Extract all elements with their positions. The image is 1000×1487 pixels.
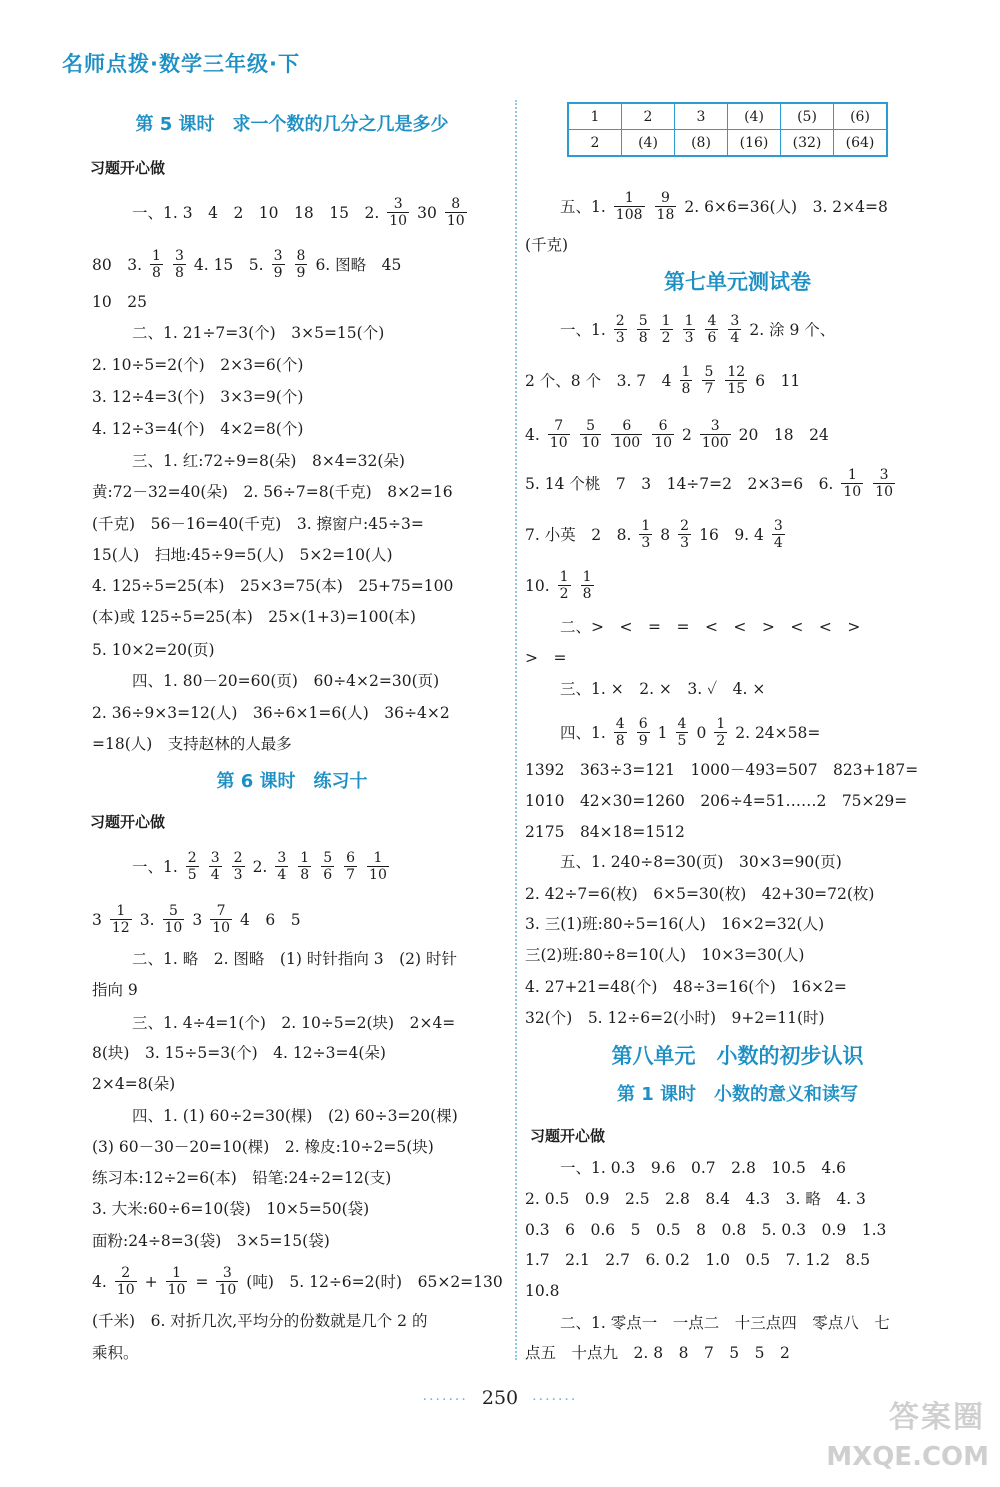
table-cell: (32) xyxy=(781,130,834,157)
text-line: 3. 三(1)班:80÷5=16(人) 16×2=32(人) xyxy=(525,915,825,933)
table-cell: (6) xyxy=(834,103,888,130)
table-cell: 1 xyxy=(568,103,622,130)
l5-line-1: 一、1. 3 4 2 10 18 15 2. $\frac{3}{10}$ 30 $\frac{8}{10}$ xyxy=(132,196,465,229)
unit8-lesson-title: 第 1 课时 小数的意义和读写 xyxy=(616,1084,859,1105)
text-line: 2175 84×18=1512 xyxy=(525,823,685,841)
text-line: 4. 27+21=48(个) 48÷3=16(个) 16×2= xyxy=(525,978,847,996)
lesson5-title: 第 5 课时 求一个数的几分之几是多少 xyxy=(135,114,449,135)
fraction: $\frac{1}{8}$ xyxy=(681,364,691,397)
table-cell: (4) xyxy=(622,130,675,157)
l5-line-2: 80 3. $\frac{1}{8}$ $\frac{3}{8}$ 4. 15 5. $\frac{3}{9}$ $\frac{8}{9}$ 6. 图略 45 xyxy=(92,248,402,281)
fraction: $\frac{7}{10}$ xyxy=(212,903,231,936)
text-line: > = xyxy=(525,649,567,667)
text-line: 四、1. 80－20=60(页) 60÷4×2=30(页) xyxy=(132,672,440,690)
fraction: $\frac{5}{10}$ xyxy=(164,903,183,936)
footer-dots-right: ······· xyxy=(532,1392,578,1408)
u7-line-1: 一、1. $\frac{2}{3}$ $\frac{5}{8}$ $\frac{1}{2}$ $\frac{1}{3}$ $\frac{4}{6}$ $\frac{3}{4}$ 2. 涂 9 个、 xyxy=(560,313,836,346)
text-line: =18(人) 支持赵林的人最多 xyxy=(92,735,292,753)
text-line: 二、> < = = < < > < < > xyxy=(560,618,861,636)
fraction: $\frac{8}{10}$ xyxy=(446,196,465,229)
text-line: 10 25 xyxy=(92,293,147,311)
text-line: 2. 42÷7=6(枚) 6×5=30(枚) 42+30=72(枚) xyxy=(525,885,875,903)
fraction: $\frac{1}{10}$ xyxy=(843,467,862,500)
fraction: $\frac{3}{10}$ xyxy=(218,1265,237,1298)
fraction: $\frac{6}{9}$ xyxy=(638,716,648,749)
text-line: 1392 363÷3=121 1000－493=507 823+187= xyxy=(525,761,919,779)
text-line: 三、1. × 2. × 3. ✓ 4. × xyxy=(560,680,766,698)
fraction: $\frac{7}{10}$ xyxy=(549,418,568,451)
text-line: 四、1. (1) 60÷2=30(棵) (2) 60÷3=20(棵) xyxy=(132,1107,458,1125)
text-line: (千米) 6. 对折几次,平均分的份数就是几个 2 的 xyxy=(92,1312,428,1330)
table-cell: 2 xyxy=(622,103,675,130)
text-line: 2. 10÷5=2(个) 2×3=6(个) xyxy=(92,356,304,374)
fraction: $\frac{6}{7}$ xyxy=(346,850,356,883)
text-line: (千克) xyxy=(525,236,569,254)
lesson6-subtitle: 习题开心做 xyxy=(90,813,166,831)
text-line: 15(人) 扫地:45÷9=5(人) 5×2=10(人) xyxy=(92,546,393,564)
fraction: $\frac{9}{18}$ xyxy=(656,190,675,223)
text-line: 2. 0.5 0.9 2.5 2.8 8.4 4.3 3. 略 4. 3 xyxy=(525,1190,866,1208)
text-line: 1010 42×30=1260 206÷4=51……2 75×29= xyxy=(525,792,908,810)
fraction: $\frac{5}{7}$ xyxy=(704,364,714,397)
table-cell: (5) xyxy=(781,103,834,130)
fraction: $\frac{1}{3}$ xyxy=(641,518,651,551)
fraction: $\frac{1}{8}$ xyxy=(152,248,161,281)
l6-line-4: 4. $\frac{2}{10}$ + $\frac{1}{10}$ = $\frac{3}{10}$ (吨) 5. 12÷6=2(时) 65×2=130 xyxy=(92,1265,503,1298)
l6-line-2: 3 $\frac{1}{12}$ 3. $\frac{5}{10}$ 3 $\frac{7}{10}$ 4 6 5 xyxy=(92,903,301,936)
fraction: $\frac{3}{10}$ xyxy=(875,467,894,500)
fraction: $\frac{4}{6}$ xyxy=(707,313,717,346)
text-line: 4. 12÷3=4(个) 4×2=8(个) xyxy=(92,420,304,438)
watermark-text: 答案圈 xyxy=(889,1400,985,1435)
fraction: $\frac{5}{6}$ xyxy=(323,850,333,883)
fraction: $\frac{3}{9}$ xyxy=(273,248,283,281)
fraction: $\frac{1}{10}$ xyxy=(369,850,387,883)
footer-dots-left: ······· xyxy=(422,1392,468,1408)
lesson6-title: 第 6 课时 练习十 xyxy=(216,771,368,792)
u7-line-7: 7. 小英 2 8. $\frac{1}{3}$ 8 $\frac{2}{3}$ 16 9. 4 $\frac{3}{4}$ xyxy=(525,518,783,551)
fraction: $\frac{2}{3}$ xyxy=(615,313,625,346)
fraction: $\frac{2}{3}$ xyxy=(233,850,243,883)
fraction: $\frac{1}{12}$ xyxy=(111,903,130,936)
text-line: 五、1. 240÷8=30(页) 30×3=90(页) xyxy=(560,853,842,871)
fraction: $\frac{1}{8}$ xyxy=(582,569,592,602)
text-line: (3) 60－30－20=10(棵) 2. 橡皮:10÷2=5(块) xyxy=(92,1138,434,1156)
column-divider xyxy=(515,100,517,1360)
text-line: 点五 十点九 2. 8 8 7 5 5 2 xyxy=(525,1344,790,1362)
fraction: $\frac{6}{10}$ xyxy=(654,418,673,451)
fraction: $\frac{12}{15}$ xyxy=(727,364,746,397)
u7-line-5: 5. 14 个桃 7 3 14÷7=2 2×3=6 6. $\frac{1}{10}$ $\frac{3}{10}$ xyxy=(525,467,894,500)
text-line: 10.8 xyxy=(525,1282,560,1300)
text-line: 3. 12÷4=3(个) 3×3=9(个) xyxy=(92,388,304,406)
fraction: $\frac{1}{2}$ xyxy=(716,716,726,749)
unit7-title: 第七单元测试卷 xyxy=(664,270,811,294)
table-cell: (4) xyxy=(728,103,781,130)
fraction: $\frac{6}{100}$ xyxy=(613,418,641,451)
fraction: $\frac{3}{4}$ xyxy=(277,850,287,883)
text-line: (千克) 56－16=40(千克) 3. 擦窗户:45÷3= xyxy=(92,515,424,533)
text-line: 1.7 2.1 2.7 6. 0.2 1.0 0.5 7. 1.2 8.5 xyxy=(525,1251,871,1269)
table-row xyxy=(568,130,887,157)
fraction: $\frac{1}{2}$ xyxy=(661,313,671,346)
text-line: 指向 9 xyxy=(92,981,138,999)
fraction: $\frac{1}{10}$ xyxy=(167,1265,186,1298)
fraction: $\frac{1}{2}$ xyxy=(559,569,569,602)
fraction: $\frac{5}{10}$ xyxy=(581,418,600,451)
book-header: 名师点拨·数学三年级·下 xyxy=(62,52,300,76)
table-cell: 2 xyxy=(568,130,622,157)
table-cell: (64) xyxy=(834,130,888,157)
u7-line-si: 四、1. $\frac{4}{8}$ $\frac{6}{9}$ 1 $\frac{4}{5}$ 0 $\frac{1}{2}$ 2. 24×58= xyxy=(560,716,821,749)
u7-line-2: 2 个、8 个 3. 7 4 $\frac{1}{8}$ $\frac{5}{7}$ $\frac{12}{15}$ 6 11 xyxy=(525,364,801,397)
table-cell: 3 xyxy=(675,103,728,130)
text-line: 三(2)班:80÷8=10(人) 10×3=30(人) xyxy=(525,946,805,964)
fraction: $\frac{2}{5}$ xyxy=(187,850,197,883)
answer-table xyxy=(567,102,888,157)
fraction: $\frac{4}{5}$ xyxy=(677,716,687,749)
fraction: $\frac{2}{10}$ xyxy=(116,1265,135,1298)
table-cell: (16) xyxy=(728,130,781,157)
text-line: 乘积。 xyxy=(92,1344,139,1362)
text-line: 练习本:12÷2=6(本) 铅笔:24÷2=12(支) xyxy=(92,1169,392,1187)
unit8-subtitle: 习题开心做 xyxy=(530,1127,606,1145)
text-line: (本)或 125÷5=25(本) 25×(1+3)=100(本) xyxy=(92,608,416,626)
fraction: $\frac{3}{100}$ xyxy=(701,418,729,451)
u7-line-4: 4. $\frac{7}{10}$ $\frac{5}{10}$ $\frac{6}{100}$ $\frac{6}{10}$ 2 $\frac{3}{100}$ 20 18 24 xyxy=(525,418,829,451)
unit8-title: 第八单元 小数的初步认识 xyxy=(611,1044,864,1068)
text-line: 三、1. 4÷4=1(个) 2. 10÷5=2(块) 2×4= xyxy=(132,1014,456,1032)
fraction: $\frac{3}{8}$ xyxy=(174,248,184,281)
fraction: $\frac{4}{8}$ xyxy=(615,716,625,749)
table-row xyxy=(568,103,887,130)
text-line: 32(个) 5. 12÷6=2(小时) 9+2=11(时) xyxy=(525,1009,825,1027)
text-line: 面粉:24÷8=3(袋) 3×5=15(袋) xyxy=(92,1232,330,1250)
fraction: $\frac{1}{8}$ xyxy=(300,850,310,883)
text-line: 二、1. 21÷7=3(个) 3×5=15(个) xyxy=(132,324,385,342)
text-line: 8(块) 3. 15÷5=3(个) 4. 12÷3=4(朵) xyxy=(92,1044,386,1062)
fraction: $\frac{1}{3}$ xyxy=(684,313,694,346)
text-line: 一、1. 0.3 9.6 0.7 2.8 10.5 4.6 xyxy=(560,1159,846,1177)
text-line: 0.3 6 0.6 5 0.5 8 0.8 5. 0.3 0.9 1.3 xyxy=(525,1221,887,1239)
text-line: 二、1. 零点一 一点二 十三点四 零点八 七 xyxy=(560,1314,890,1332)
page-number: 250 xyxy=(481,1387,519,1409)
fraction: $\frac{2}{3}$ xyxy=(680,518,690,551)
watermark-url: MXQE.COM xyxy=(826,1442,989,1472)
l6-line-1: 一、1. $\frac{2}{5}$ $\frac{3}{4}$ $\frac{2}{3}$ 2. $\frac{3}{4}$ $\frac{1}{8}$ $\frac{5}{6}$ $\frac{6}{7}$ $\frac{1}{10}$ xyxy=(132,850,387,883)
text-line: 三、1. 红:72÷9=8(朵) 8×4=32(朵) xyxy=(132,452,405,470)
text-line: 4. 125÷5=25(本) 25×3=75(本) 25+75=100 xyxy=(92,577,454,595)
r5-line-1: 五、1. $\frac{1}{108}$ $\frac{9}{18}$ 2. 6×6=36(人) 3. 2×4=8 xyxy=(560,190,888,223)
fraction: $\frac{3}{4}$ xyxy=(210,850,220,883)
u7-line-10: 10. $\frac{1}{2}$ $\frac{1}{8}$ xyxy=(525,569,592,602)
text-line: 3. 大米:60÷6=10(袋) 10×5=50(袋) xyxy=(92,1200,370,1218)
text-line: 黄:72－32=40(朵) 2. 56÷7=8(千克) 8×2=16 xyxy=(92,483,453,501)
text-line: 5. 10×2=20(页) xyxy=(92,641,215,659)
fraction: $\frac{3}{10}$ xyxy=(389,196,408,229)
text-line: 2. 36÷9×3=12(人) 36÷6×1=6(人) 36÷4×2 xyxy=(92,704,450,722)
lesson5-subtitle: 习题开心做 xyxy=(90,159,166,177)
fraction: $\frac{8}{9}$ xyxy=(296,248,306,281)
fraction: $\frac{3}{4}$ xyxy=(730,313,740,346)
fraction: $\frac{1}{108}$ xyxy=(615,190,643,223)
table-cell: (8) xyxy=(675,130,728,157)
watermark-logo xyxy=(826,1390,995,1485)
fraction: $\frac{3}{4}$ xyxy=(773,518,783,551)
text-line: 二、1. 略 2. 图略 (1) 时针指向 3 (2) 时针 xyxy=(132,950,457,968)
fraction: $\frac{5}{8}$ xyxy=(638,313,648,346)
text-line: 2×4=8(朵) xyxy=(92,1075,176,1093)
